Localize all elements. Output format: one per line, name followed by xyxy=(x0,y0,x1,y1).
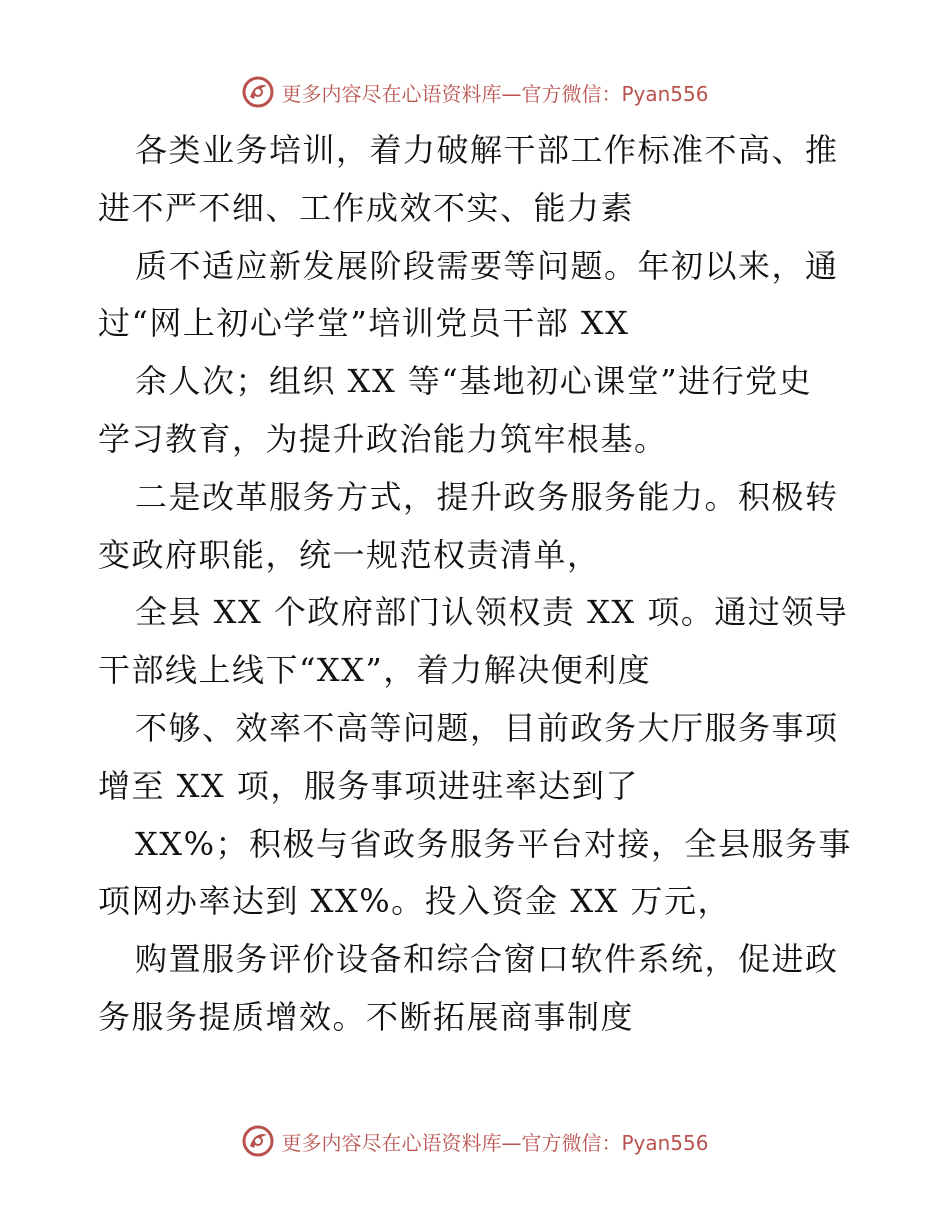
body-line: 购置服务评价设备和综合窗口软件系统，促进政 xyxy=(135,940,839,979)
body-line: 学习教育，为提升政治能力筑牢根基。 xyxy=(98,419,668,458)
red-swirl-logo-icon xyxy=(241,75,275,109)
body-line: 干部线上线下“XX”，着力解决便利度 xyxy=(98,651,652,690)
body-line: 各类业务培训，着力破解干部工作标准不高、推 xyxy=(135,131,839,169)
red-swirl-logo-icon xyxy=(241,1124,275,1158)
document-body xyxy=(98,122,858,1047)
body-line: 过“网上初心学堂”培训党员干部 XX xyxy=(98,304,630,343)
body-line: 二是改革服务方式，提升政务服务能力。积极转 xyxy=(135,477,839,516)
body-line: 增至 XX 项，服务事项进驻率达到了 xyxy=(98,766,639,805)
body-line: 变政府职能，统一规范权责清单， xyxy=(98,535,601,574)
body-line: 质不适应新发展阶段需要等问题。年初以来，通 xyxy=(135,246,839,285)
header-watermark-text: 更多内容尽在心语资料库—官方微信：Pyan556 xyxy=(281,81,709,106)
body-line: 务服务提质增效。不断拓展商事制度 xyxy=(98,997,635,1036)
body-line: 不够、效率不高等问题，目前政务大厅服务事项 xyxy=(135,708,839,747)
body-line: XX%；积极与省政务服务平台对接，全县服务事 xyxy=(135,824,852,863)
body-line: 余人次；组织 XX 等“基地初心课堂”进行党史 xyxy=(135,362,813,401)
footer-watermark xyxy=(0,1121,950,1161)
footer-watermark-text: 更多内容尽在心语资料库—官方微信：Pyan556 xyxy=(281,1130,709,1155)
body-line: 进不严不细、工作成效不实、能力素 xyxy=(98,188,635,227)
body-line: 项网办率达到 XX%。投入资金 XX 万元， xyxy=(98,882,732,921)
header-watermark xyxy=(0,72,950,112)
body-line: 全县 XX 个政府部门认领权责 XX 项。通过领导 xyxy=(135,593,849,632)
